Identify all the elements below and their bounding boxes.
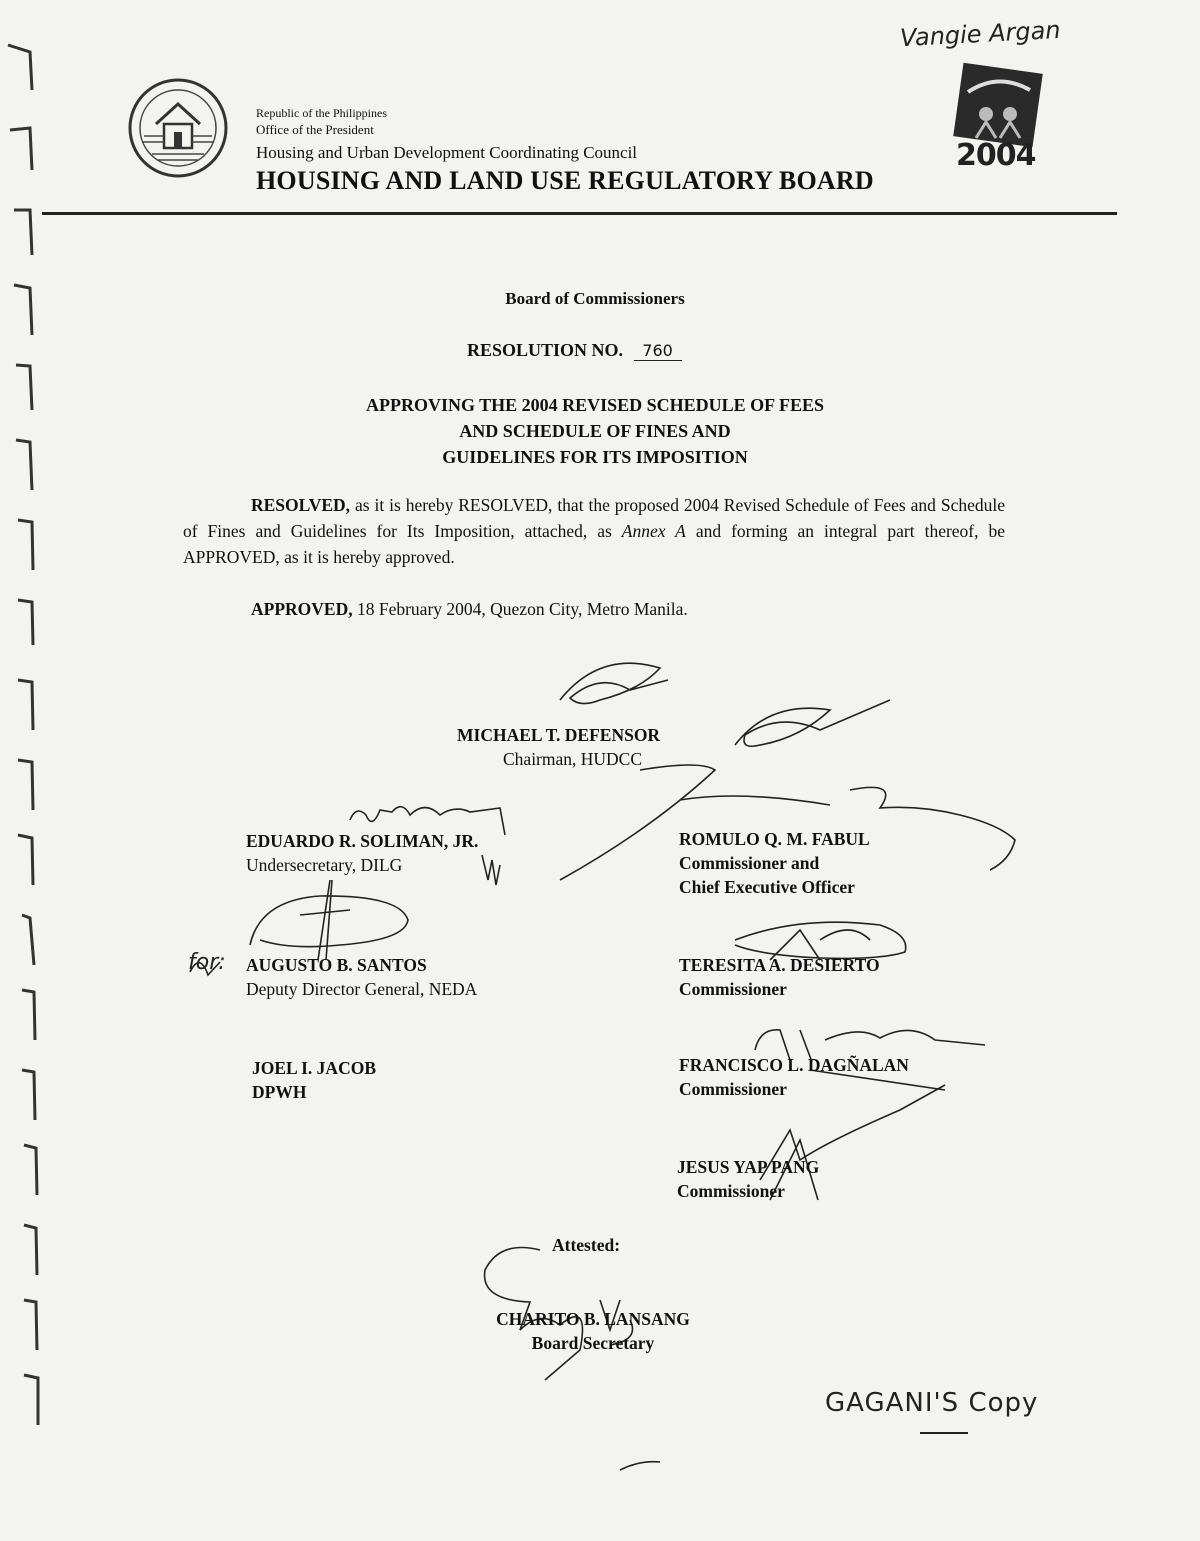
approved-text: 18 February 2004, Quezon City, Metro Manila. <box>352 599 688 619</box>
title-line: AND SCHEDULE OF FINES AND <box>459 421 731 441</box>
signatory-secretary <box>466 1307 720 1355</box>
resolved-text-1: as it is hereby RESOLVED, that the proposed 2004 Revised Schedule of Fees and Schedule of Fines and Guidelines for Its Imposition, attached, as <box>183 495 1005 541</box>
signatory-title: Undersecretary, DILG <box>246 855 403 875</box>
signatory-title-1: Commissioner and <box>679 853 820 873</box>
annex-reference: Annex A <box>621 521 686 541</box>
signatory-name: FRANCISCO L. DAGÑALAN <box>679 1055 909 1075</box>
note-underline <box>920 1432 968 1434</box>
signatory-name: TERESITA A. DESIERTO <box>679 955 880 975</box>
signatory-name: AUGUSTO B. SANTOS <box>246 955 427 975</box>
signatory-pang <box>677 1155 819 1203</box>
handwritten-note-top: Vangie Argan <box>899 15 1062 53</box>
body-label: Board of Commissioners <box>505 289 685 308</box>
signatory-desierto <box>679 953 880 1001</box>
signatory-name: JESUS YAP PANG <box>677 1157 820 1177</box>
approved-lead: APPROVED, <box>251 599 353 619</box>
resolution-label: RESOLUTION NO. <box>467 340 624 360</box>
header-republic: Republic of the Philippines <box>256 106 387 120</box>
resolved-lead: RESOLVED, <box>251 495 351 515</box>
attested-label: Attested: <box>552 1235 621 1255</box>
resolved-text-2: and forming an integral part thereof, be APPROVED, as it is hereby approved. <box>183 521 1006 567</box>
signatory-jacob <box>252 1056 376 1104</box>
signatory-name: JOEL I. JACOB <box>252 1058 376 1078</box>
signatory-title: Commissioner <box>679 1079 787 1099</box>
handwritten-note-bottom: GAGANI'S Copy <box>825 1388 1039 1418</box>
header-office: Office of the President <box>256 122 374 137</box>
signatory-title: Board Secretary <box>531 1333 655 1353</box>
header-board: HOUSING AND LAND USE REGULATORY BOARD <box>256 166 874 195</box>
signatory-soliman <box>246 829 478 877</box>
header-council: Housing and Urban Development Coordinating Council <box>256 143 638 162</box>
signatory-name: MICHAEL T. DEFENSOR <box>457 725 661 745</box>
resolution-number: 760 <box>634 341 682 361</box>
logo-year: 2004 <box>956 138 1036 173</box>
signatory-fabul <box>679 827 870 899</box>
title-line: APPROVING THE 2004 REVISED SCHEDULE OF FEES <box>365 395 825 415</box>
for-prefix: for: <box>188 950 226 975</box>
signatory-title-2: Chief Executive Officer <box>679 877 855 897</box>
signatory-chairman <box>457 723 660 771</box>
signatory-title: DPWH <box>252 1082 307 1102</box>
title-line: GUIDELINES FOR ITS IMPOSITION <box>442 447 748 467</box>
signatory-title: Chairman, HUDCC <box>503 749 643 769</box>
signatory-title: Commissioner <box>677 1181 785 1201</box>
signatory-dagnalan <box>679 1053 909 1101</box>
signatory-title: Deputy Director General, NEDA <box>246 979 478 999</box>
signatory-name: EDUARDO R. SOLIMAN, JR. <box>246 831 479 851</box>
signatory-name: ROMULO Q. M. FABUL <box>679 829 870 849</box>
signatory-name: CHARITO B. LANSANG <box>496 1309 690 1329</box>
signatory-santos <box>246 953 477 1001</box>
signatory-title: Commissioner <box>679 979 787 999</box>
